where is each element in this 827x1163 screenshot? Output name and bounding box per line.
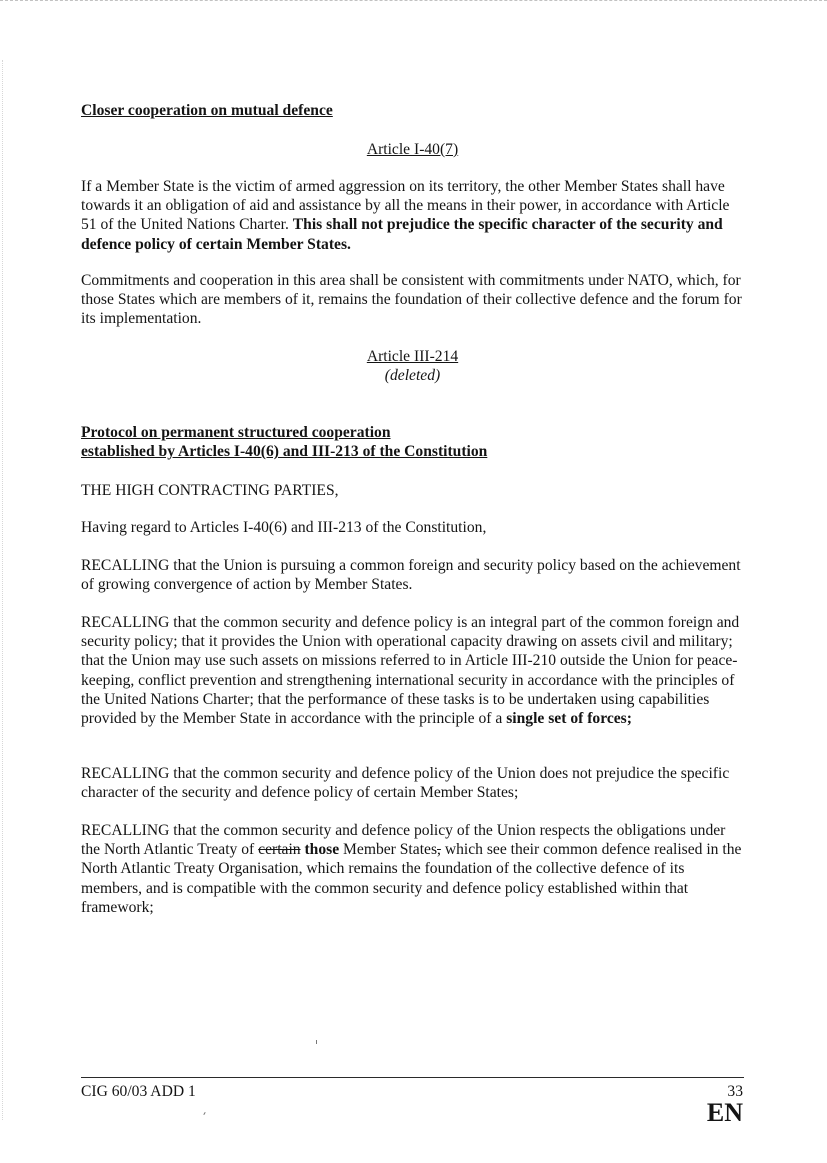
article-iii-214-label: Article III-214: [366, 348, 459, 365]
recital-4-text-c: which see their common defence realised in the North Atlantic Treaty Organisation, which remains the foundation of the collective defence of its members, and is compatible with the common security and defence policy established within that framework;: [81, 841, 742, 916]
section-heading-mutual-defence: Closer cooperation on mutual defence: [81, 102, 333, 119]
high-contracting-parties: THE HIGH CONTRACTING PARTIES,: [81, 482, 339, 499]
having-regard-paragraph: Having regard to Articles I-40(6) and III-213 of the Constitution,: [81, 519, 487, 536]
recital-4-text-a: RECALLING that the common security and defence policy of the Union respects the obligations under the North Atlantic Treaty of: [81, 822, 726, 859]
footer-document-reference: CIG 60/03 ADD 1: [81, 1083, 196, 1100]
recital-2-bold: single set of forces;: [506, 710, 632, 728]
article-i-40-7-label: Article I-40(7): [366, 141, 459, 158]
recital-4-text-b: Member States: [339, 841, 438, 859]
footer-language-code: EN: [706, 1098, 743, 1127]
deleted-note: (deleted): [384, 367, 441, 385]
protocol-heading-line-2: established by Articles I-40(6) and III-213 of the Constitution: [81, 443, 488, 460]
scan-edge-left: [2, 60, 4, 1120]
recital-4-strikethrough-a: certain: [258, 841, 301, 859]
paragraph-bold-amendment: This shall not prejudice the specific character of the security and defence policy of certain Member States.: [81, 216, 723, 253]
article-reference-deleted: [81, 347, 744, 385]
recital-4-bold: those: [304, 841, 340, 859]
footer-rule: [81, 1077, 744, 1078]
recital-4-strikethrough-b: ,: [437, 841, 441, 859]
paragraph-nato-commitments: Commitments and cooperation in this area shall be consistent with commitments under NATO, which, for those States which are members of it, remains the foundation of their collective defence and the forum for its implementation.: [81, 272, 742, 328]
recital-1: RECALLING that the Union is pursuing a common foreign and security policy based on the achievement of growing convergence of action by Member States.: [81, 557, 741, 594]
paragraph-text: If a Member State is the victim of armed aggression on its territory, the other Member States shall have towards it an obligation of aid and assistance by all the means in their power, in accordance with Article 51 of the United Nations Charter.: [81, 178, 730, 234]
recital-2: [81, 613, 744, 728]
scan-speck: [316, 1040, 317, 1044]
scan-edge-top: [0, 0, 827, 6]
paragraph-mutual-defence: [81, 177, 744, 254]
protocol-heading-line-1: Protocol on permanent structured cooperation: [81, 424, 391, 441]
scan-speck: [203, 1112, 205, 1115]
article-reference: [81, 140, 744, 159]
recital-4: [81, 821, 744, 917]
footer-page-number: 33: [727, 1083, 743, 1100]
recital-3: RECALLING that the common security and defence policy of the Union does not prejudice the specific character of the security and defence policy of certain Member States;: [81, 765, 730, 802]
recital-2-text: RECALLING that the common security and defence policy is an integral part of the common foreign and security policy; that it provides the Union with operational capacity drawing on assets civil and military; that the Union may use such assets on missions referred to in Article III-210 outside the Union for peace-keeping, conflict prevention and strengthening international security in accordance with the principles of the United Nations Charter; that the performance of these tasks is to be undertaken using capabilities provided by the Member State in accordance with the principle of a: [81, 614, 740, 728]
